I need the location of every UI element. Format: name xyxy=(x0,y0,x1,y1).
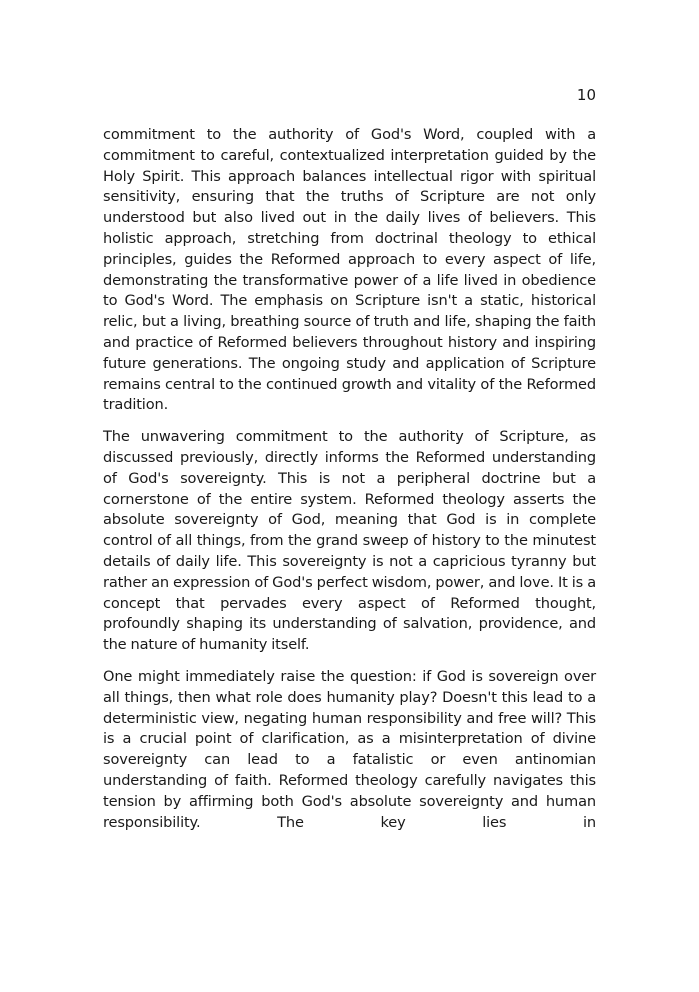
body-text xyxy=(103,125,596,844)
page-number: 10 xyxy=(576,86,596,104)
paragraph: One might immediately raise the question: if God is sovereign over all things, then what role does humanity play? Doesn't this lead to a deterministic view, negating human responsibility and free will? This is a crucial point of clarification, as a misinterpretation of divine sovereignty can lead to a fatalistic or even antinomian understanding of faith. Reformed theology carefully navigates this tension by affirming both God's absolute sovereignty and human responsibility. The key lies in xyxy=(103,667,596,831)
paragraph: The unwavering commitment to the authority of Scripture, as discussed previously, directly informs the Reformed understanding of God's sovereignty. This is not a peripheral doctrine but a cornerstone of the entire system. Reformed theology asserts the absolute sovereignty of God, meaning that God is in complete control of all things, from the grand sweep of history to the minutest details of daily life. This sovereignty is not a capricious tyranny but rather an expression of God's perfect wisdom, power, and love. It is a concept that pervades every aspect of Reformed thought, profoundly shaping its understanding of salvation, providence, and the nature of humanity itself. xyxy=(103,428,596,654)
paragraph: commitment to the authority of God's Word, coupled with a commitment to careful, contextualized interpretation guided by the Holy Spirit. This approach balances intellectual rigor with spiritual sensitivity, ensuring that the truths of Scripture are not only understood but also lived out in the daily lives of believers. This holistic approach, stretching from doctrinal theology to ethical principles, guides the Reformed approach to every aspect of life, demonstrating the transformative power of a life lived in obedience to God's Word. The emphasis on Scripture isn't a static, historical relic, but a living, breathing source of truth and life, shaping the faith and practice of Reformed believers throughout history and inspiring future generations. The ongoing study and application of Scripture remains central to the continued growth and vitality of the Reformed tradition. xyxy=(103,126,596,414)
